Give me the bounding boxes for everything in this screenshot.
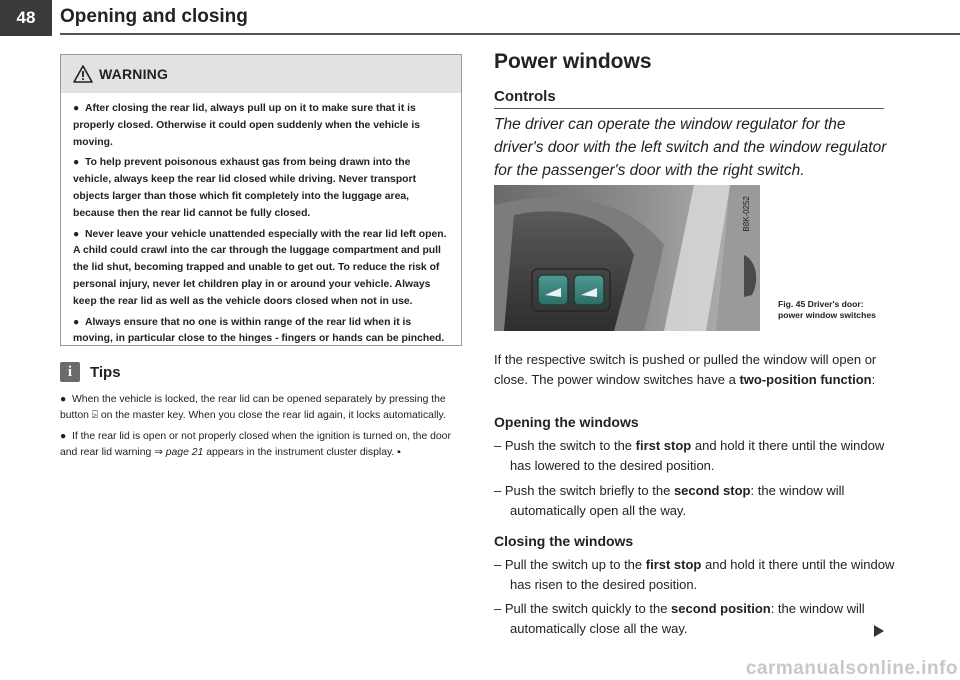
section-title: Power windows [494,50,652,73]
figure-caption: Fig. 45 Driver's door: power window switches [778,299,876,320]
figure-code: B8K-0252 [742,196,751,232]
door-switch-illustration [494,185,760,331]
subtitle-divider [494,108,884,109]
closing-step-1: – Pull the switch up to the first stop and hold it there until the window has risen to the desired position. [494,557,895,592]
opening-step-2: – Push the switch briefly to the second stop: the window will automatically open all the way. [494,483,845,518]
warning-item: ● To help prevent poisonous exhaust gas from being drawn into the vehicle, always keep the rear lid closed while driving. Never transport objects larger than those which fit completely into the luggage area, because then the rear lid cannot be fully closed. [73,157,417,219]
tip-item: ● If the rear lid is open or not properly closed when the ignition is turned on, the door and rear lid warning ⇒ page 21 appears in the instrument cluster display. ▪ [60,430,451,458]
warning-box [60,54,462,346]
left-window-switch [538,275,568,305]
warning-item: ● After closing the rear lid, always pull up on it to make sure that it is properly closed. Otherwise it could open suddenly when the vehicle is moving. [73,103,421,148]
warning-item: ● Always ensure that no one is within range of the rear lid when it is moving, in particular close to the hinges - fingers or hands can be pinched. [73,316,445,345]
closing-step-2: – Pull the switch quickly to the second position: the window will automatically close all the way. [494,601,865,636]
body-paragraph: If the respective switch is pushed or pulled the window will open or close. The power window switches have a two-position function: [494,352,877,387]
tips-title: Tips [90,363,121,381]
section-header-title: Opening and closing [60,6,248,27]
closing-heading: Closing the windows [494,533,634,549]
tips-body [60,392,462,465]
tip-item: ● When the vehicle is locked, the rear lid can be opened separately by pressing the button ⍄ on the master key. When you close the rear lid again, it locks automatically. [60,394,446,422]
right-window-switch [574,275,604,305]
power-window-switch-figure [494,185,760,331]
info-icon: i [60,362,80,382]
warning-header [61,55,461,93]
section-subtitle: Controls [494,88,556,105]
warning-item: ● Never leave your vehicle unattended especially with the rear lid left open. A child could crawl into the car through the luggage compartment and pull the lid shut, becoming trapped and unable to get out. To reduce the risk of personal injury, never let children play in or around your vehicle. Always keep the rear lid as well as the vehicle doors closed when not in use. [73,228,447,307]
opening-heading: Opening the windows [494,414,639,430]
warning-triangle-icon [73,65,93,83]
tips-header [60,362,121,382]
page-reference-link[interactable]: page 21 [165,446,204,458]
warning-title: WARNING [99,66,169,82]
header-divider [60,33,960,35]
continue-arrow-icon [873,624,885,638]
watermark: carmanualsonline.info [745,658,958,679]
opening-step-1: – Push the switch to the first stop and hold it there until the window has lowered to the desired position. [494,438,885,473]
intro-text: The driver can operate the window regulator for the driver's door with the left switch and the window regulator for the passenger's door with the right switch. [494,116,887,179]
page-number: 48 [0,0,52,36]
